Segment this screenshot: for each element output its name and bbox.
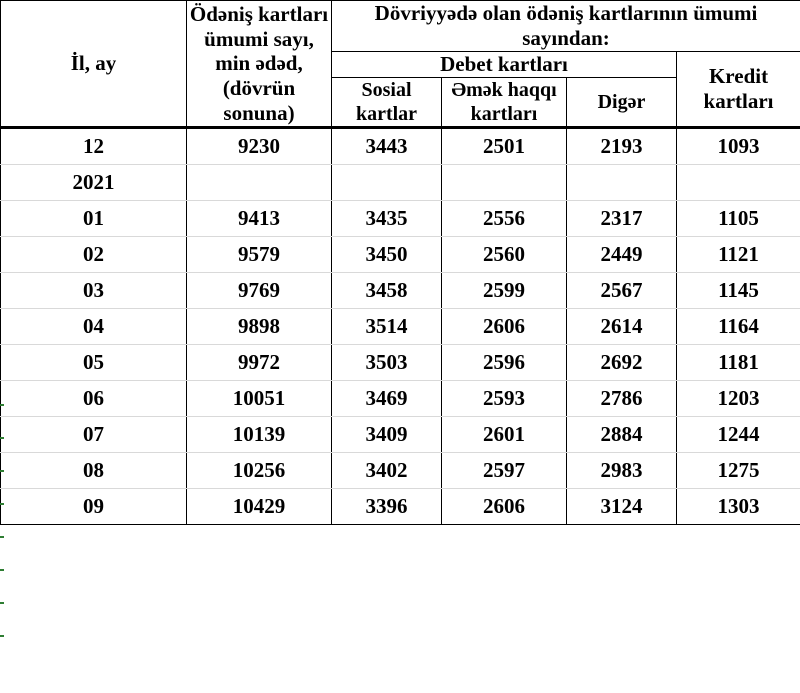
cell-credit: 1275 — [677, 453, 800, 489]
cell-credit: 1121 — [677, 237, 800, 273]
cell-credit: 1244 — [677, 417, 800, 453]
row-marker-icon — [0, 470, 4, 472]
cell-social: 3450 — [332, 237, 442, 273]
row-marker-icon — [0, 437, 4, 439]
cell-other: 2786 — [567, 381, 677, 417]
cell-credit: 1203 — [677, 381, 800, 417]
cell-period: 03 — [1, 273, 187, 309]
cell-social: 3396 — [332, 489, 442, 525]
cell-total: 9230 — [187, 128, 332, 165]
cell-total: 9579 — [187, 237, 332, 273]
cell-other: 2567 — [567, 273, 677, 309]
cell-period: 2021 — [1, 165, 187, 201]
header-other-cards: Digər — [567, 78, 677, 128]
cell-social — [332, 165, 442, 201]
header-row-1 — [1, 1, 800, 52]
cell-other: 2193 — [567, 128, 677, 165]
cell-social: 3409 — [332, 417, 442, 453]
cell-salary: 2560 — [442, 237, 567, 273]
cell-total: 10429 — [187, 489, 332, 525]
cell-total: 9413 — [187, 201, 332, 237]
cell-period: 07 — [1, 417, 187, 453]
cell-credit — [677, 165, 800, 201]
table-row — [1, 165, 800, 201]
header-salary-cards: Əmək haqqı kartları — [442, 78, 567, 128]
cell-social: 3469 — [332, 381, 442, 417]
cell-other: 2449 — [567, 237, 677, 273]
cell-period: 06 — [1, 381, 187, 417]
header-period: İl, ay — [1, 1, 187, 128]
cell-salary: 2606 — [442, 309, 567, 345]
cell-social: 3443 — [332, 128, 442, 165]
row-marker-icon — [0, 602, 4, 604]
table-row — [1, 309, 800, 345]
cell-other — [567, 165, 677, 201]
table-row — [1, 453, 800, 489]
header-total-cards: Ödəniş kartları ümumi sayı, min ədəd, (dövrün sonuna) — [187, 1, 332, 128]
cell-total: 10139 — [187, 417, 332, 453]
cell-salary: 2601 — [442, 417, 567, 453]
cell-salary — [442, 165, 567, 201]
cell-social: 3514 — [332, 309, 442, 345]
cell-total: 9769 — [187, 273, 332, 309]
cell-social: 3402 — [332, 453, 442, 489]
cell-total: 9898 — [187, 309, 332, 345]
cell-other: 2884 — [567, 417, 677, 453]
cell-social: 3458 — [332, 273, 442, 309]
header-group-circulation: Dövriyyədə olan ödəniş kartlarının ümumi sayından: — [332, 1, 800, 52]
row-marker-icon — [0, 503, 4, 505]
cell-other: 3124 — [567, 489, 677, 525]
table-row — [1, 273, 800, 309]
cell-credit: 1164 — [677, 309, 800, 345]
cell-salary: 2556 — [442, 201, 567, 237]
cell-total — [187, 165, 332, 201]
row-marker-icon — [0, 569, 4, 571]
cell-credit: 1303 — [677, 489, 800, 525]
table-row — [1, 237, 800, 273]
cell-social: 3503 — [332, 345, 442, 381]
cell-salary: 2501 — [442, 128, 567, 165]
cell-period: 12 — [1, 128, 187, 165]
header-social-cards: Sosial kartlar — [332, 78, 442, 128]
cell-period: 01 — [1, 201, 187, 237]
cell-credit: 1105 — [677, 201, 800, 237]
cell-period: 09 — [1, 489, 187, 525]
table-row — [1, 128, 800, 165]
cell-other: 2983 — [567, 453, 677, 489]
cell-credit: 1181 — [677, 345, 800, 381]
cell-other: 2692 — [567, 345, 677, 381]
cell-salary: 2597 — [442, 453, 567, 489]
cell-credit: 1093 — [677, 128, 800, 165]
cell-total: 10256 — [187, 453, 332, 489]
cell-total: 9972 — [187, 345, 332, 381]
cell-salary: 2596 — [442, 345, 567, 381]
cell-salary: 2593 — [442, 381, 567, 417]
header-group-debit: Debet kartları — [332, 52, 677, 78]
cell-period: 04 — [1, 309, 187, 345]
row-marker-icon — [0, 635, 4, 637]
cell-period: 05 — [1, 345, 187, 381]
table-row — [1, 417, 800, 453]
header-credit-cards: Kredit kartları — [677, 52, 800, 128]
cell-period: 08 — [1, 453, 187, 489]
cell-other: 2614 — [567, 309, 677, 345]
cell-total: 10051 — [187, 381, 332, 417]
cell-salary: 2599 — [442, 273, 567, 309]
cell-credit: 1145 — [677, 273, 800, 309]
cell-salary: 2606 — [442, 489, 567, 525]
cell-other: 2317 — [567, 201, 677, 237]
cell-social: 3435 — [332, 201, 442, 237]
table-row — [1, 381, 800, 417]
table-row — [1, 201, 800, 237]
cell-period: 02 — [1, 237, 187, 273]
table-row — [1, 345, 800, 381]
row-marker-icon — [0, 536, 4, 538]
row-marker-icon — [0, 404, 4, 406]
table-row — [1, 489, 800, 525]
